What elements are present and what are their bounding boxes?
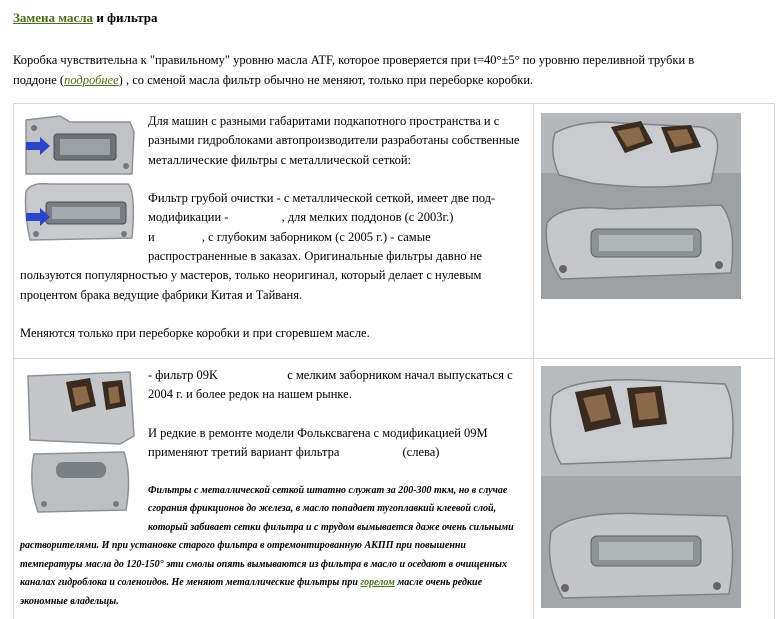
oil-change-link[interactable]: Замена масла bbox=[13, 10, 94, 25]
row1-text-cell: Для машин с разными габаритами подкапотного пространства и с разными гидроблоками автопроизводители разработаны собственные металлические фильтры с металлической сеткой: Фильтр грубой очистки - с металлической сеткой, имеет две под-модификации - , для мелких поддонов (с 2003г.) и , с глубоким заборником (с 2005 г.) - самые распространенные в заказах. Оригинальные фильтры давно не пользуются популярностью у мастеров, только неоригинал, который делает с нулевым процентом брака ведущие фабрики Китая и Тайваня. Меняются только при переборке коробки и при сгоревшем масле. bbox=[20, 114, 520, 341]
more-link[interactable]: подробнее bbox=[64, 73, 119, 87]
filters-photo-2 bbox=[541, 366, 741, 608]
filter-diagram-image bbox=[20, 112, 140, 248]
column-divider bbox=[533, 103, 534, 619]
filters-photo-1 bbox=[541, 113, 741, 299]
filter-09k-image bbox=[20, 366, 140, 516]
heading-rest: и фильтра bbox=[93, 10, 158, 25]
burnt-link[interactable]: горелом bbox=[360, 577, 395, 589]
row2-text-cell: - фильтр 09K с мелким заборником начал выпускаться с 2004 г. и более редок на нашем рынке. И редкие в ремонте модели Фольксвагена с модификацией 09M применяют третий вариант фильтра (слева) Фильтры с металлической сеткой штатно служат за 200-300 ткм, но в случае сгорания фрикционов до железа, в масло попадает тугоплавкий клеевой слой, который забивает сетки фильтра и с трудом вымывается даже очень сильными растворителями. И при установке старого фильтра в отремонтированную АКПП при повышенни температуры масла до 120-150° эти смолы опять вымываются из фильтра в масло и оседают в очищенных каналах гидроблока и соленоидов. Не меняют металлические фильтры при горелом масле очень редкие экономные владельцы. bbox=[20, 368, 514, 607]
intro-paragraph: Коробка чувствительна к "правильному" уровню масла ATF, которое проверяется при t=40°±5° по уровню переливной трубки в поддоне (подробнее) , со сменой масла фильтр обычно не меняют, только при переборке коробки. bbox=[13, 53, 695, 87]
row-divider bbox=[13, 358, 775, 359]
section-heading bbox=[13, 10, 158, 26]
